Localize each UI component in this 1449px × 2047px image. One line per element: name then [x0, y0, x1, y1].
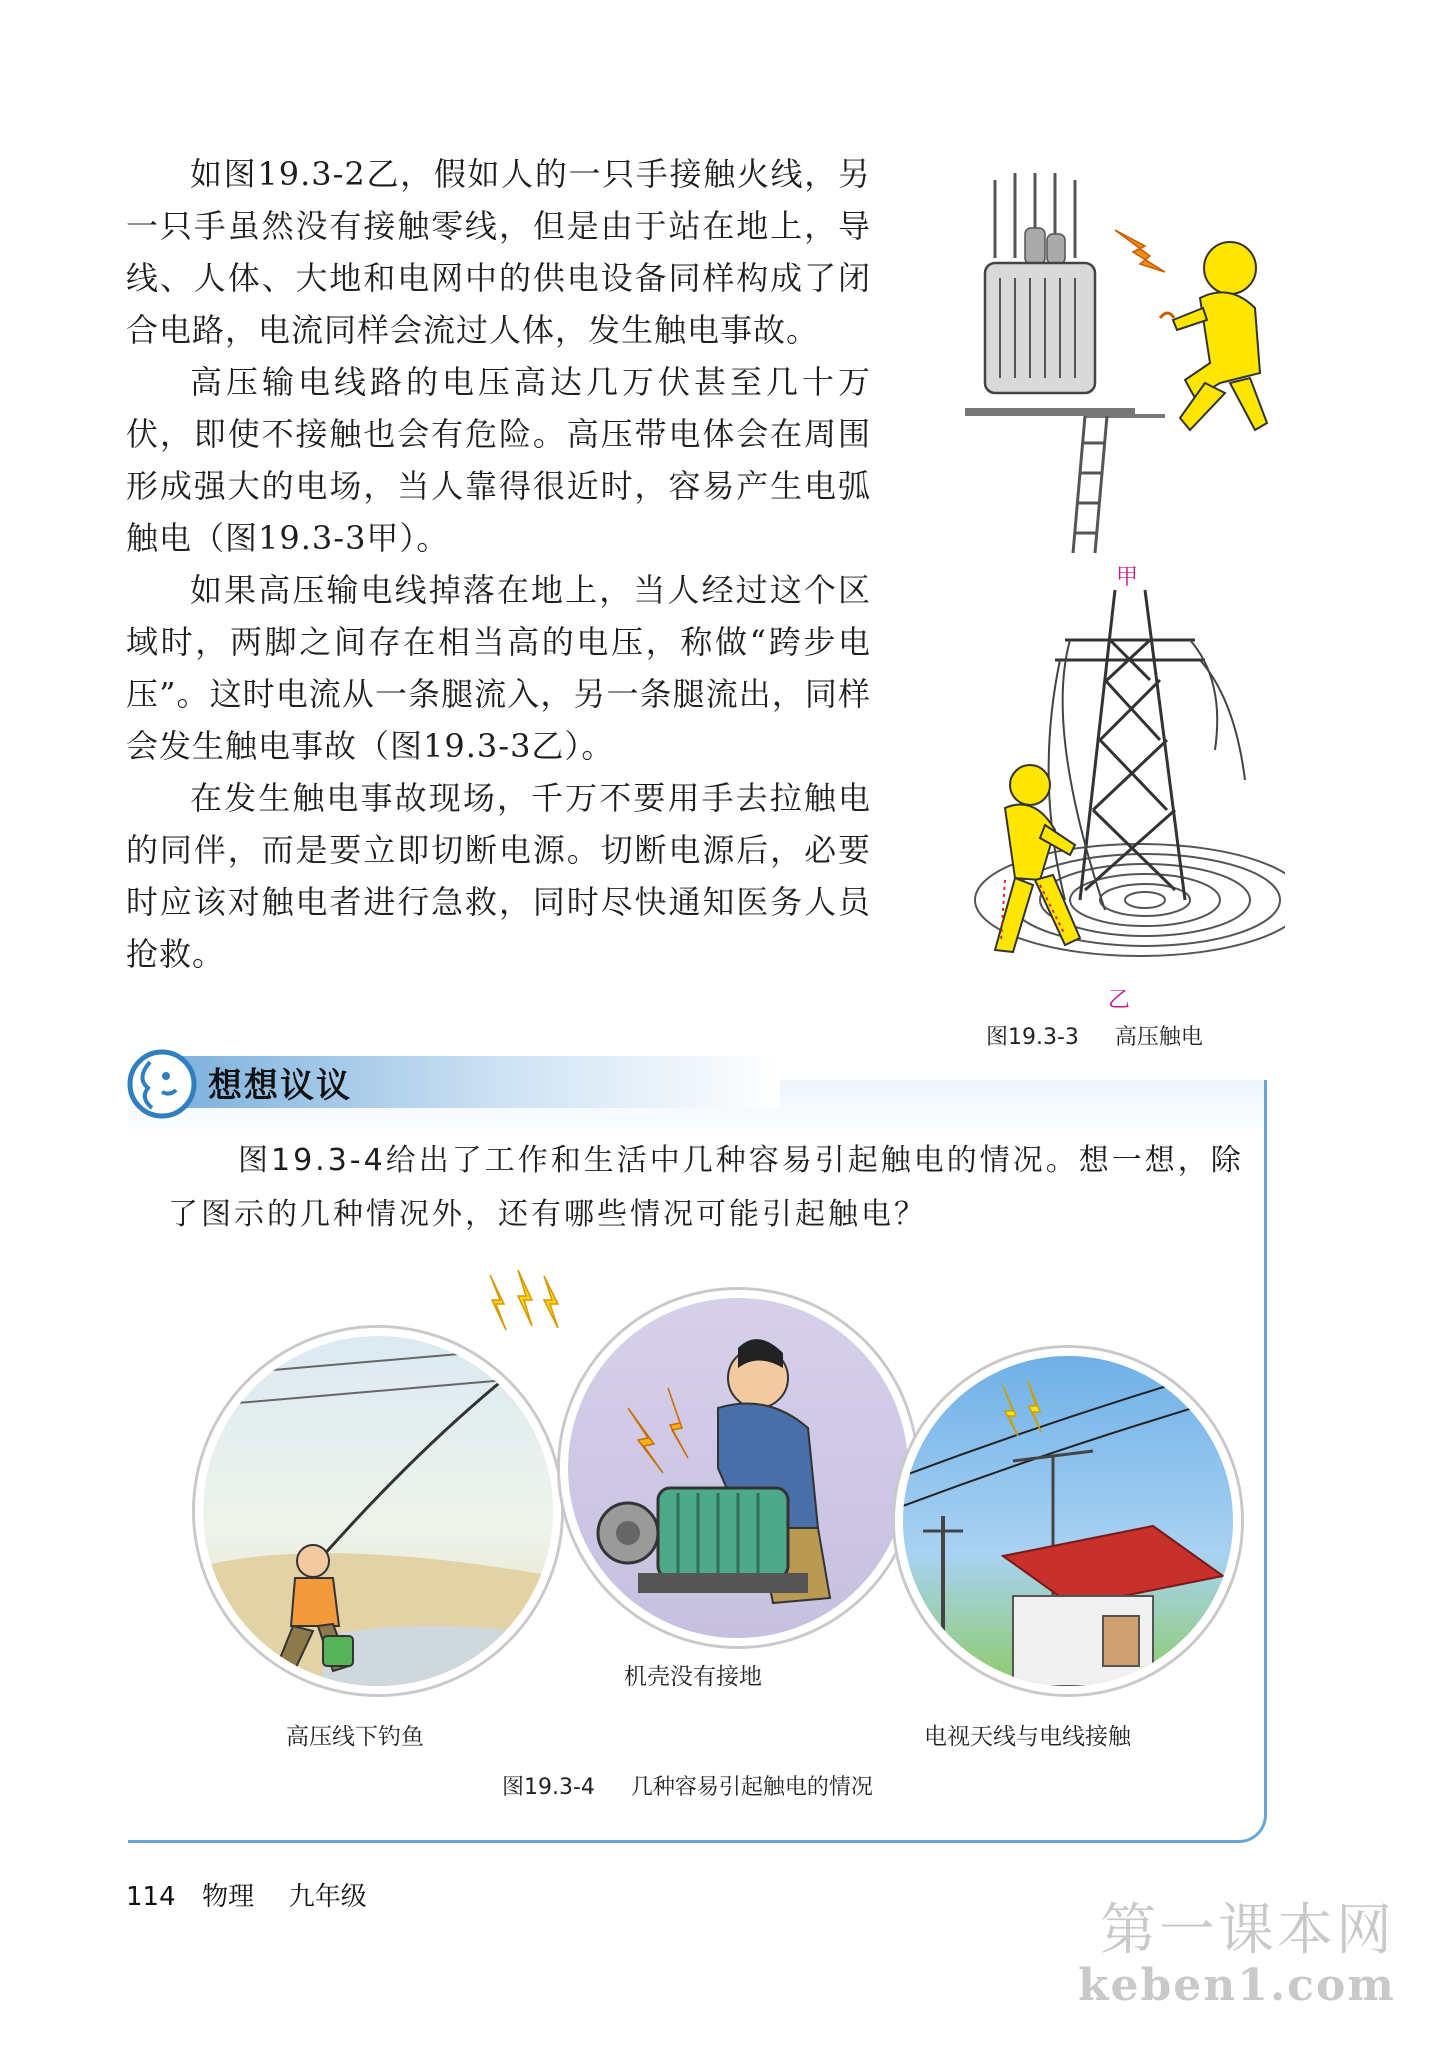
scene-label-fishing: 高压线下钓鱼: [286, 1724, 424, 1750]
discussion-title: 想想议议: [208, 1066, 352, 1106]
caption-number: 图19.3-4: [502, 1775, 595, 1800]
caption-text: 高压触电: [1114, 1025, 1203, 1050]
body-text: [126, 148, 871, 980]
page-footer: [126, 1876, 367, 1913]
paragraph-4: 在发生触电事故现场，千万不要用手去拉触电的同伴，而是要立即切断电源。切断电源后，必要时应该对触电者进行急救，同时尽快通知医务人员抢救。: [126, 779, 871, 973]
scene-fishing-illustration: [203, 1336, 553, 1686]
caption-number: 图19.3-3: [986, 1025, 1079, 1050]
figure-transformer-arc: [955, 168, 1285, 558]
figure-label-yi: 乙: [1108, 988, 1131, 1013]
scene-label-antenna: 电视天线与电线接触: [924, 1724, 1131, 1750]
scene-label-motor: 机壳没有接地: [624, 1664, 762, 1690]
discussion-face-icon: [126, 1048, 198, 1120]
figure-label-jia: 甲: [1116, 565, 1139, 590]
scene-motor-illustration: [568, 1298, 908, 1638]
scene-antenna-circle: [895, 1348, 1241, 1694]
paragraph-1: 如图19.3-2乙，假如人的一只手接触火线，另一只手虽然没有接触零线，但是由于站在地上，导线、人体、大地和电网中的供电设备同样构成了闭合电路，电流同样会流过人体，发生触电事故。: [126, 155, 871, 349]
watermark-title: 第一课本网: [1100, 1898, 1395, 1963]
caption-text: 几种容易引起触电的情况: [630, 1775, 873, 1800]
figure-step-voltage: [945, 580, 1285, 980]
scene-antenna-illustration: [903, 1356, 1233, 1686]
paragraph-3: 如果高压输电线掉落在地上，当人经过这个区域时，两脚之间存在相当高的电压，称做“跨步电压”。这时电流从一条腿流入，另一条腿流出，同样会发生触电事故（图19.3-3乙）。: [126, 571, 871, 765]
footer-grade: 九年级: [288, 1882, 367, 1912]
figure-19-3-3-caption: [986, 1020, 1203, 1051]
scene-fishing-circle: [195, 1328, 561, 1694]
sparks-icon-1: [480, 1270, 570, 1340]
figure-19-3-4-caption: [502, 1770, 873, 1801]
page-number: 114: [126, 1882, 176, 1912]
discussion-text: 图19.3-4给出了工作和生活中几种容易引起触电的情况。想一想，除了图示的几种情况外，还有哪些情况可能引起触电？: [168, 1143, 1244, 1232]
paragraph-2: 高压输电线路的电压高达几万伏甚至几十万伏，即使不接触也会有危险。高压带电体会在周围形成强大的电场，当人靠得很近时，容易产生电弧触电（图19.3-3甲）。: [126, 363, 871, 557]
footer-subject: 物理: [202, 1882, 255, 1912]
scene-motor-circle: [560, 1290, 916, 1646]
watermark-url: keben1.com: [1078, 1960, 1396, 2011]
